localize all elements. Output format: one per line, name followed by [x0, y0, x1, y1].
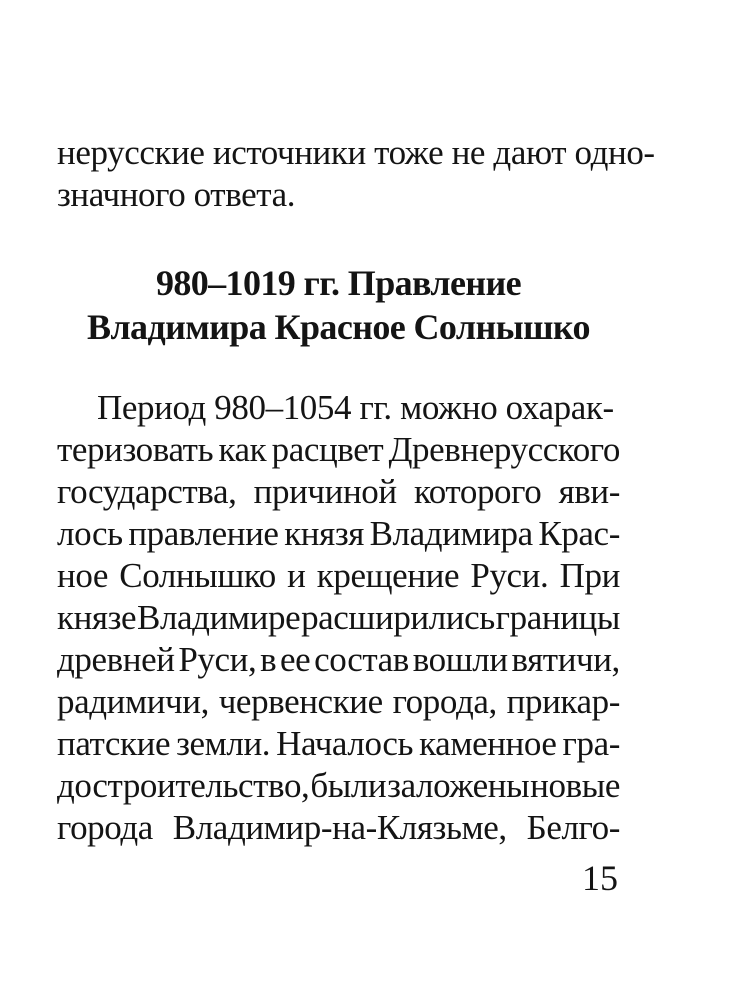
word: При	[559, 556, 620, 595]
word: были	[310, 766, 387, 805]
paragraph-line-9	[57, 724, 620, 764]
paragraph-line-1: Период 980–1054 гг. можно охарак-	[97, 388, 614, 427]
word: Владимире	[137, 598, 301, 637]
word: состав	[314, 640, 409, 679]
section-heading-line-1: 980–1019 гг. Правление	[155, 263, 522, 303]
word: теризовать	[57, 430, 214, 469]
word: достроительство,	[57, 766, 310, 805]
word: расширились	[301, 598, 495, 637]
word: города,	[392, 682, 497, 721]
section-heading-line-2: Владимира Красное Солнышко	[87, 307, 590, 347]
word: правление	[128, 514, 279, 553]
word: ное	[57, 556, 108, 595]
word: ее	[280, 640, 311, 679]
word: радимичи,	[57, 682, 209, 721]
paragraph-line-2	[57, 430, 620, 470]
word: лось	[57, 514, 123, 553]
word: Владимира	[369, 514, 533, 553]
word: границы	[495, 598, 620, 637]
paragraph-line-3	[57, 472, 620, 512]
paragraph-line-7	[57, 640, 620, 680]
word: которого	[413, 472, 542, 511]
paragraph-line-8	[57, 682, 620, 722]
paragraph-line-11	[57, 808, 620, 848]
word: Белго-	[526, 808, 620, 847]
word: и	[287, 556, 306, 595]
word: князе	[57, 598, 137, 637]
word: вошли	[412, 640, 508, 679]
intro-line-1: нерусские источники тоже не дают одно-	[57, 133, 655, 172]
word: вятичи,	[511, 640, 620, 679]
word: новые	[530, 766, 620, 805]
word: причиной	[253, 472, 397, 511]
word: гра-	[562, 724, 620, 763]
intro-line-2: значного ответа.	[57, 175, 296, 214]
word: яви-	[558, 472, 620, 511]
paragraph-line-6	[57, 598, 620, 638]
word: государства,	[57, 472, 237, 511]
word: крещение	[316, 556, 460, 595]
word: князя	[284, 514, 364, 553]
word: патские	[57, 724, 171, 763]
paragraph-line-10	[57, 766, 620, 806]
word: древней	[57, 640, 175, 679]
word: расцвет	[271, 430, 384, 469]
word: как	[218, 430, 267, 469]
paragraph-line-5	[57, 556, 620, 596]
word: Древнерусского	[388, 430, 620, 469]
word: Руси.	[470, 556, 549, 595]
word: Солнышко	[119, 556, 276, 595]
word: земли.	[176, 724, 271, 763]
word: Владимир-на-Клязьме,	[172, 808, 507, 847]
word: Началось	[276, 724, 414, 763]
word: города	[57, 808, 153, 847]
word: червенские	[218, 682, 383, 721]
word: Руси,	[178, 640, 257, 679]
word: прикар-	[506, 682, 620, 721]
word: в	[260, 640, 277, 679]
page-number: 15	[582, 858, 618, 898]
paragraph-line-4	[57, 514, 620, 554]
word: заложены	[387, 766, 530, 805]
word: каменное	[419, 724, 557, 763]
word: Крас-	[538, 514, 620, 553]
